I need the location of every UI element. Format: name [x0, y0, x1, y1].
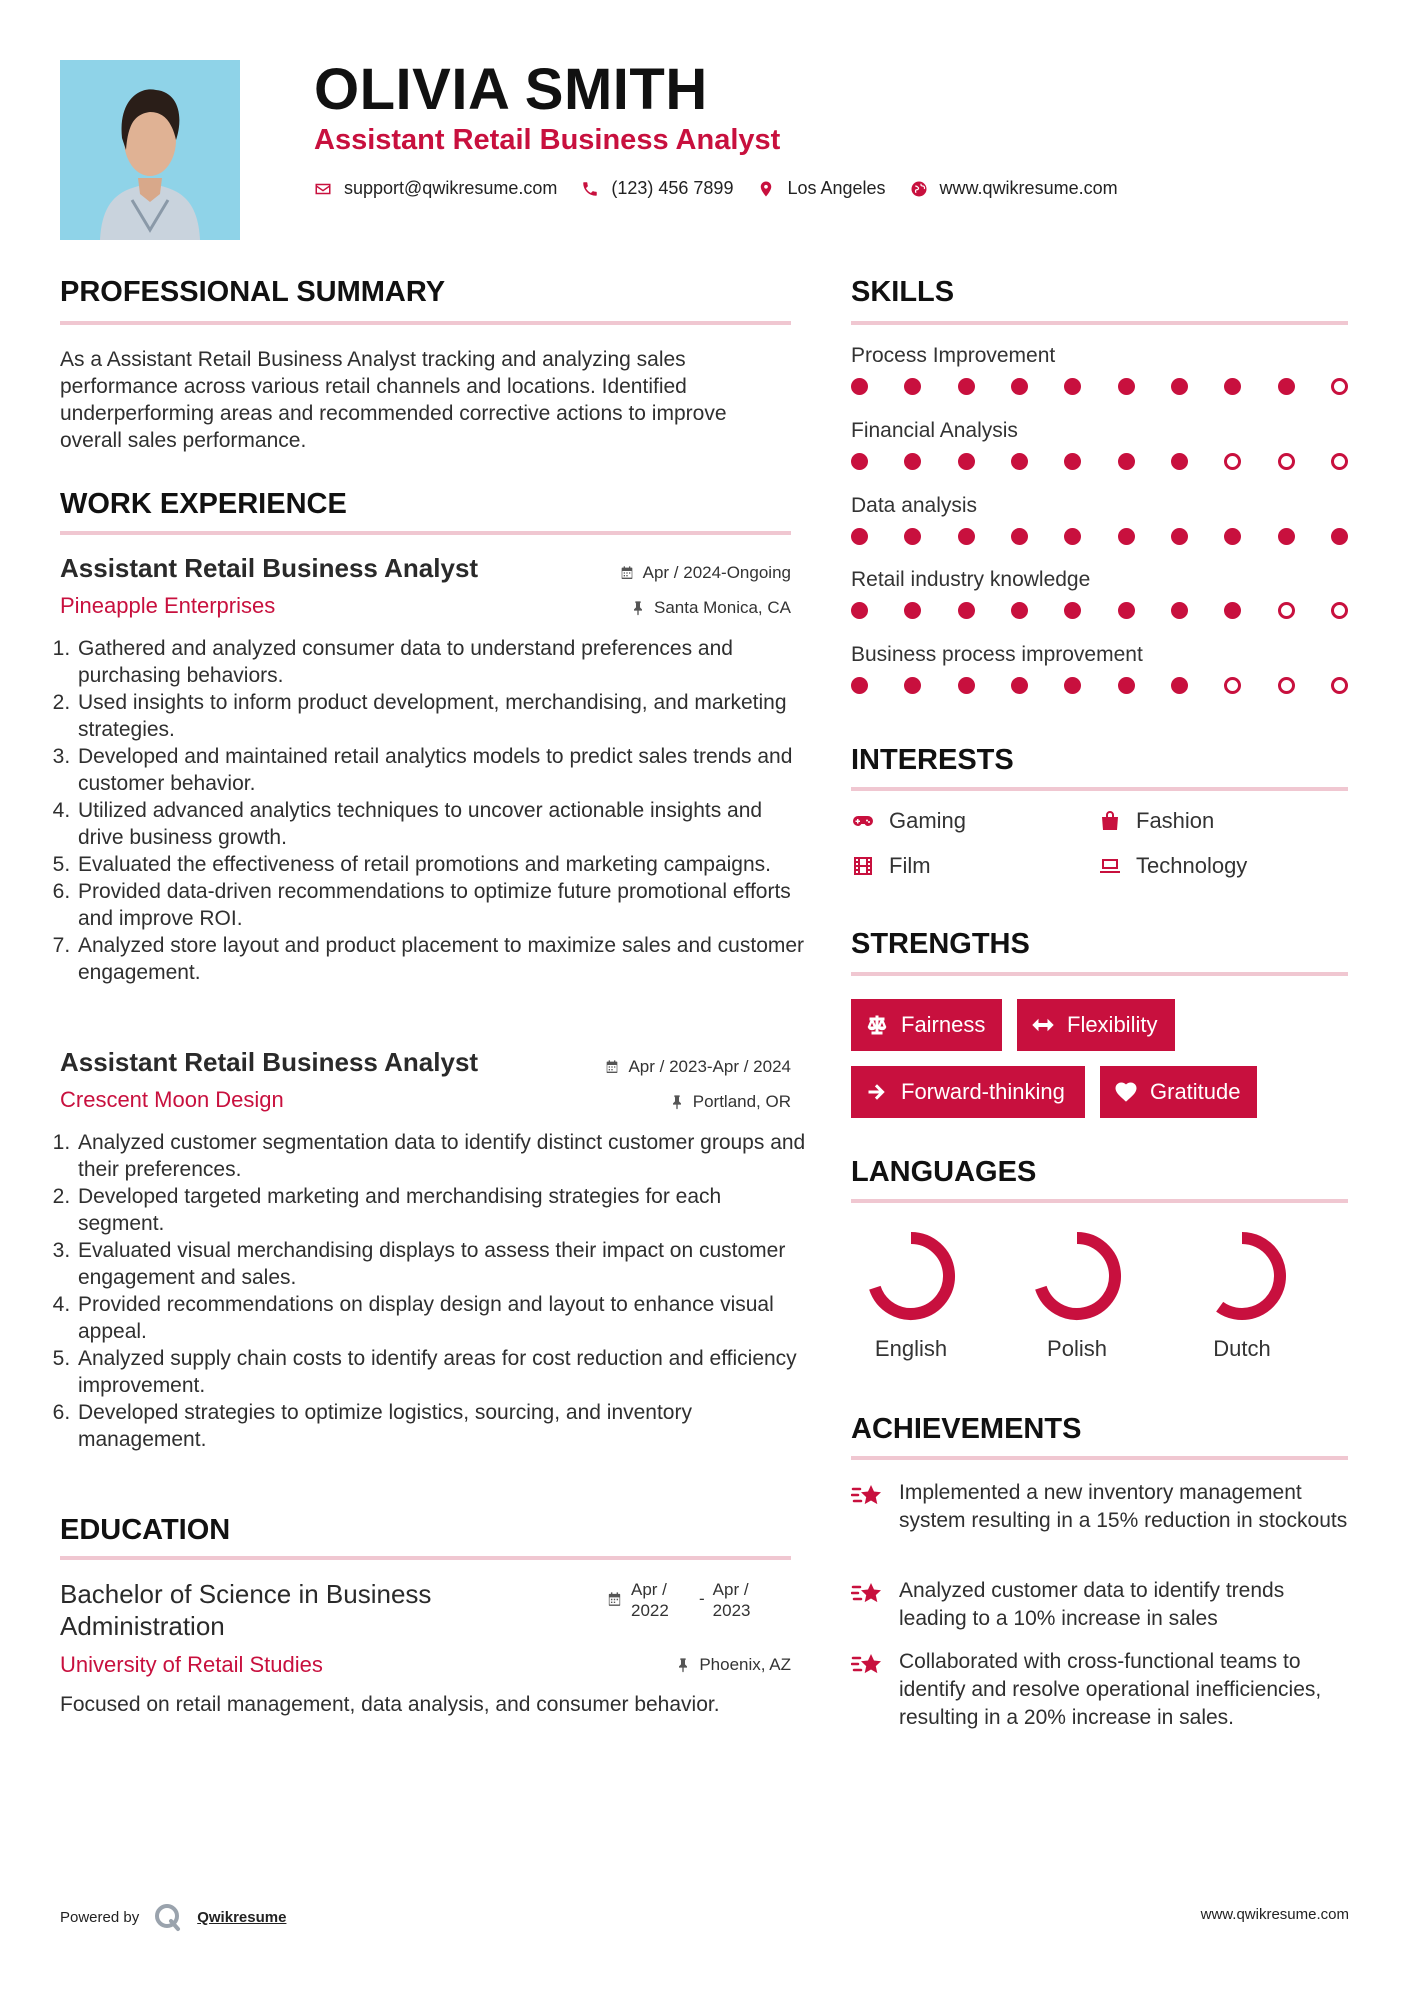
- calendar-icon: [619, 565, 635, 581]
- education-location: [675, 1655, 791, 1675]
- rating-dot-filled: [1011, 677, 1028, 694]
- job-company: Crescent Moon Design: [60, 1087, 284, 1112]
- list-item: 7. Analyzed store layout and product placement to maximize sales and customer engagement.: [76, 932, 809, 986]
- arrow-right-icon: [865, 1080, 889, 1104]
- skill-item: [851, 344, 1348, 395]
- qwikresume-logo-icon: [153, 1902, 183, 1932]
- strength-label: Flexibility: [1067, 1012, 1158, 1037]
- rating-dot-filled: [851, 528, 868, 545]
- education-date-start: [631, 1579, 691, 1621]
- summary-text: As a Assistant Retail Business Analyst tracking and analyzing sales performance across various retail channels and locations. Identified underperforming areas and recommended corrective actions to improve overall sales performance.: [60, 348, 727, 452]
- skill-rating: [851, 528, 1348, 545]
- interests-heading: INTERESTS: [851, 744, 1014, 776]
- rating-dot-filled: [1171, 528, 1188, 545]
- education-degree: [60, 1578, 520, 1642]
- summary-heading: PROFESSIONAL SUMMARY: [60, 276, 446, 308]
- skill-item: [851, 568, 1348, 619]
- rating-dot-filled: [1278, 378, 1295, 395]
- globe-icon: [910, 180, 928, 198]
- list-item: 3. Evaluated visual merchandising displays to assess their impact on customer engagement and sales.: [76, 1237, 809, 1291]
- languages-divider: [851, 1199, 1348, 1203]
- list-item: 6. Provided data-driven recommendations to optimize future promotional efforts and improve ROI.: [76, 878, 809, 932]
- strength-label: Gratitude: [1150, 1079, 1241, 1104]
- achievement-text: Implemented a new inventory management system resulting in a 15% reduction in stockouts: [899, 1481, 1348, 1532]
- skill-rating: [851, 677, 1348, 694]
- candidate-role: Assistant Retail Business Analyst: [314, 124, 781, 156]
- skills-heading: SKILLS: [851, 276, 955, 308]
- pushpin-icon: [669, 1094, 685, 1110]
- skill-item: [851, 419, 1348, 470]
- skill-name: Financial Analysis: [851, 419, 1018, 442]
- contact-website-text: www.qwikresume.com: [939, 178, 1118, 198]
- education-school: University of Retail Studies: [60, 1652, 323, 1677]
- job-dates: [619, 563, 791, 583]
- education-date-end-year: 2023: [712, 1601, 751, 1620]
- language-proficiency-arc: [1192, 1226, 1292, 1326]
- language-label: English: [874, 1336, 948, 1361]
- language-item: [851, 1226, 971, 1362]
- rating-dot-filled: [1011, 528, 1028, 545]
- envelope-icon: [314, 180, 332, 198]
- experience-heading: WORK EXPERIENCE: [60, 488, 347, 520]
- rating-dot-filled: [1171, 677, 1188, 694]
- strength-tag: [851, 999, 1002, 1051]
- skill-name: Business process improvement: [851, 643, 1143, 666]
- job-location-text: Portland, OR: [692, 1092, 791, 1111]
- list-item: 6. Developed strategies to optimize logistics, sourcing, and inventory management.: [76, 1399, 809, 1453]
- rating-dot-filled: [958, 378, 975, 395]
- gamepad-icon: [851, 809, 875, 833]
- rating-dot-filled: [1171, 453, 1188, 470]
- job-title: Assistant Retail Business Analyst: [60, 1047, 479, 1077]
- calendar-icon: [604, 1059, 620, 1075]
- list-item: 3. Developed and maintained retail analytics models to predict sales trends and customer behavior.: [76, 743, 809, 797]
- rating-dot-filled: [851, 677, 868, 694]
- rating-dot-filled: [1118, 528, 1135, 545]
- job-location: [630, 598, 791, 618]
- list-item: 5. Evaluated the effectiveness of retail promotions and marketing campaigns.: [76, 851, 809, 878]
- skill-rating: [851, 378, 1348, 395]
- list-item: 1. Gathered and analyzed consumer data to understand preferences and purchasing behaviors.: [76, 635, 809, 689]
- job-title: Assistant Retail Business Analyst: [60, 553, 479, 583]
- contact-location-text: Los Angeles: [787, 178, 886, 198]
- skill-name: Retail industry knowledge: [851, 568, 1091, 591]
- language-arc-fill: [875, 1238, 949, 1314]
- achievement-item: [851, 1648, 1348, 1732]
- rating-dot-filled: [904, 677, 921, 694]
- education-divider: [60, 1556, 791, 1560]
- language-item: [1182, 1226, 1302, 1362]
- rating-dot-filled: [904, 602, 921, 619]
- qwikresume-link[interactable]: Qwikresume: [197, 1908, 287, 1926]
- language-arc-fill: [1220, 1238, 1280, 1314]
- laptop-icon: [1098, 854, 1122, 878]
- achievement-text: Analyzed customer data to identify trends leading to a 10% increase in sales: [899, 1579, 1285, 1630]
- language-arc-fill: [1041, 1238, 1115, 1314]
- rating-dot-empty: [1278, 677, 1295, 694]
- rating-dot-filled: [1224, 602, 1241, 619]
- film-icon: [851, 854, 875, 878]
- profile-photo-image: [60, 60, 240, 240]
- job-duties: [58, 1129, 809, 1453]
- rating-dot-filled: [904, 453, 921, 470]
- education-location-text: Phoenix, AZ: [699, 1655, 791, 1674]
- education-date-separator: -: [699, 1589, 705, 1608]
- rating-dot-empty: [1224, 677, 1241, 694]
- list-item: 1. Analyzed customer segmentation data to identify distinct customer groups and their preferences.: [76, 1129, 809, 1183]
- interest-label: Gaming: [889, 808, 967, 833]
- rating-dot-filled: [851, 453, 868, 470]
- achievements-divider: [851, 1456, 1348, 1460]
- list-item: 4. Provided recommendations on display design and layout to enhance visual appeal.: [76, 1291, 809, 1345]
- rating-dot-filled: [1118, 453, 1135, 470]
- rating-dot-filled: [958, 677, 975, 694]
- strength-tag: [851, 1066, 1085, 1118]
- interest-label: Technology: [1136, 853, 1248, 878]
- summary-divider: [60, 321, 791, 325]
- contact-email-text: support@qwikresume.com: [344, 178, 558, 198]
- shooting-star-icon: [851, 1650, 885, 1680]
- list-item: 4. Utilized advanced analytics techniques to uncover actionable insights and drive business growth.: [76, 797, 809, 851]
- map-pin-icon: [757, 180, 775, 198]
- rating-dot-empty: [1224, 453, 1241, 470]
- rating-dot-filled: [1064, 453, 1081, 470]
- skill-item: [851, 494, 1348, 545]
- phone-icon: [581, 180, 599, 198]
- heart-icon: [1114, 1080, 1138, 1104]
- job-location-text: Santa Monica, CA: [653, 598, 791, 617]
- strengths-heading: STRENGTHS: [851, 928, 1030, 960]
- contact-location: [757, 178, 885, 199]
- list-item: 5. Analyzed supply chain costs to identify areas for cost reduction and efficiency improvement.: [76, 1345, 809, 1399]
- rating-dot-filled: [1278, 528, 1295, 545]
- rating-dot-filled: [1224, 528, 1241, 545]
- language-item: [1017, 1226, 1137, 1362]
- achievement-item: [851, 1479, 1348, 1535]
- rating-dot-filled: [851, 602, 868, 619]
- strengths-divider: [851, 972, 1348, 976]
- list-item: 2. Developed targeted marketing and merchandising strategies for each segment.: [76, 1183, 809, 1237]
- rating-dot-empty: [1331, 602, 1348, 619]
- interest-item: [1098, 808, 1214, 834]
- education-degree-line2: Administration: [60, 1611, 225, 1641]
- contact-phone[interactable]: [581, 178, 733, 199]
- rating-dot-filled: [851, 378, 868, 395]
- balance-scale-icon: [865, 1013, 889, 1037]
- skill-item: [851, 643, 1348, 694]
- rating-dot-filled: [1064, 602, 1081, 619]
- skill-name: Data analysis: [851, 494, 978, 517]
- education-degree-line1: Bachelor of Science in Business: [60, 1579, 432, 1609]
- rating-dot-empty: [1331, 453, 1348, 470]
- rating-dot-filled: [1011, 378, 1028, 395]
- shooting-star-icon: [851, 1481, 885, 1511]
- rating-dot-filled: [904, 528, 921, 545]
- rating-dot-filled: [1224, 378, 1241, 395]
- contact-email[interactable]: [314, 178, 557, 199]
- rating-dot-filled: [904, 378, 921, 395]
- education-description: Focused on retail management, data analysis, and consumer behavior.: [60, 1693, 720, 1716]
- interest-label: Film: [889, 853, 931, 878]
- experience-divider: [60, 531, 791, 535]
- education-date-end: [713, 1579, 751, 1621]
- footer-powered-by: [60, 1902, 286, 1932]
- rating-dot-filled: [1011, 453, 1028, 470]
- rating-dot-filled: [1064, 378, 1081, 395]
- interests-divider: [851, 787, 1348, 791]
- language-label: Polish: [1047, 1336, 1107, 1361]
- strength-label: Forward-thinking: [901, 1079, 1065, 1104]
- rating-dot-filled: [1118, 378, 1135, 395]
- candidate-name: OLIVIA SMITH: [314, 57, 708, 122]
- education-date-start-month: Apr /: [631, 1580, 667, 1599]
- skill-name: Process Improvement: [851, 344, 1056, 367]
- rating-dot-filled: [958, 602, 975, 619]
- contact-bar: [314, 178, 1128, 199]
- rating-dot-filled: [1171, 602, 1188, 619]
- skill-rating: [851, 602, 1348, 619]
- job-location: [669, 1092, 791, 1112]
- education-heading: EDUCATION: [60, 1514, 231, 1546]
- job-dates-text: Apr / 2024-Ongoing: [642, 563, 791, 582]
- profile-photo: [60, 60, 240, 240]
- job-company: Pineapple Enterprises: [60, 593, 276, 618]
- job-dates: [604, 1057, 791, 1077]
- achievement-item: [851, 1577, 1348, 1633]
- skills-divider: [851, 321, 1348, 325]
- rating-dot-empty: [1331, 677, 1348, 694]
- job-dates-text: Apr / 2023-Apr / 2024: [628, 1057, 791, 1076]
- rating-dot-empty: [1278, 602, 1295, 619]
- rating-dot-empty: [1331, 378, 1348, 395]
- interest-item: [851, 853, 931, 879]
- interest-item: [851, 808, 966, 834]
- rating-dot-empty: [1278, 453, 1295, 470]
- achievement-text: Collaborated with cross-functional teams to identify and resolve operational inefficiencies, resulting in a 20% increase in sales.: [899, 1650, 1322, 1729]
- language-label: Dutch: [1213, 1336, 1271, 1361]
- interest-item: [1098, 853, 1247, 879]
- strength-tag: [1100, 1066, 1257, 1118]
- rating-dot-filled: [1171, 378, 1188, 395]
- languages-heading: LANGUAGES: [851, 1156, 1037, 1188]
- skill-rating: [851, 453, 1348, 470]
- contact-website[interactable]: [910, 178, 1118, 199]
- job-duties: [58, 635, 809, 986]
- rating-dot-filled: [1331, 528, 1348, 545]
- arrows-horizontal-icon: [1031, 1013, 1055, 1037]
- education-dates: [606, 1579, 751, 1621]
- shooting-star-icon: [851, 1579, 885, 1609]
- achievements-heading: ACHIEVEMENTS: [851, 1413, 1082, 1445]
- rating-dot-filled: [1011, 602, 1028, 619]
- pushpin-icon: [675, 1657, 691, 1673]
- education-date-end-month: Apr /: [712, 1580, 749, 1599]
- shopping-bag-icon: [1098, 809, 1122, 833]
- rating-dot-filled: [1064, 677, 1081, 694]
- strength-label: Fairness: [901, 1012, 986, 1037]
- language-proficiency-arc: [861, 1226, 961, 1326]
- footer-website[interactable]: www.qwikresume.com: [1200, 1906, 1349, 1923]
- interest-label: Fashion: [1136, 808, 1215, 833]
- language-proficiency-arc: [1027, 1226, 1127, 1326]
- rating-dot-filled: [958, 453, 975, 470]
- list-item: 2. Used insights to inform product development, merchandising, and marketing strategies.: [76, 689, 809, 743]
- rating-dot-filled: [1064, 528, 1081, 545]
- rating-dot-filled: [1118, 677, 1135, 694]
- rating-dot-filled: [958, 528, 975, 545]
- contact-phone-text: (123) 456 7899: [611, 178, 734, 198]
- strength-tag: [1017, 999, 1175, 1051]
- powered-by-text: Powered by: [60, 1908, 140, 1926]
- pushpin-icon: [630, 600, 646, 616]
- education-date-start-year: 2022: [631, 1601, 669, 1620]
- calendar-icon: [606, 1591, 623, 1608]
- rating-dot-filled: [1118, 602, 1135, 619]
